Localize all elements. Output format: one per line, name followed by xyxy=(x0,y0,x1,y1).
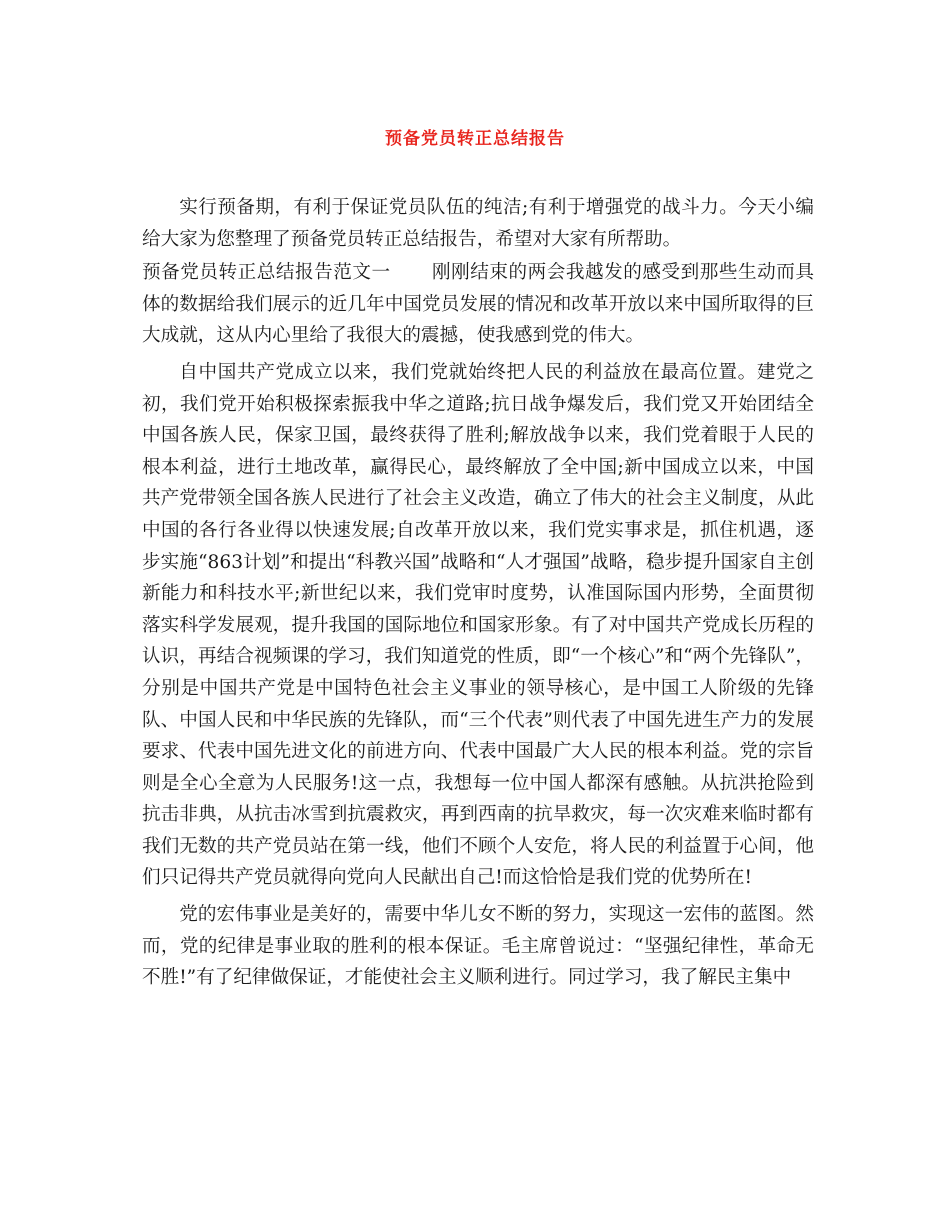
sample-paragraph xyxy=(142,257,814,352)
discipline-paragraph: 党的宏伟事业是美好的，需要中华儿女不断的努力，实现这一宏伟的蓝图。然而，党的纪律是事业取的胜利的根本保证。毛主席曾说过：“坚强纪律性，革命无不胜!”有了纪律做保证，才能使社会主义顺利进行。同过学习，我了解民主集中 xyxy=(142,904,814,989)
document-body xyxy=(142,192,814,994)
sample-opening-text: 刚刚结束的两会我越发的感受到那些生动而具体的数据给我们展示的近几年中国党员发展的情况和改革开放以来中国所取得的巨大成就，这从内心里给了我很大的震撼，使我感到党的伟大。 xyxy=(142,262,814,347)
sample-heading: 预备党员转正总结报告范文一 xyxy=(142,262,391,284)
history-paragraph: 自中国共产党成立以来，我们党就始终把人民的利益放在最高位置。建党之初，我们党开始积极探索振我中华之道路;抗日战争爆发后，我们党又开始团结全中国各族人民，保家卫国，最终获得了胜利;解放战争以来，我们党着眼于人民的根本利益，进行土地改革，赢得民心，最终解放了全中国;新中国成立以来，中国共产党带领全国各族人民进行了社会主义改造，确立了伟大的社会主义制度，从此中国的各行各业得以快速发展;自改革开放以来，我们党实事求是，抓住机遇，逐步实施“863计划”和提出“科教兴国”战略和“人才强国”战略，稳步提升国家自主创新能力和科技水平;新世纪以来，我们党审时度势，认准国际国内形势，全面贯彻落实科学发展观，提升我国的国际地位和国家形象。有了对中国共产党成长历程的认识，再结合视频课的学习，我们知道党的性质，即“一个核心”和“两个先锋队”，分别是中国共产党是中国特色社会主义事业的领导核心，是中国工人阶级的先锋队、中国人民和中华民族的先锋队，而“三个代表”则代表了中国先进生产力的发展要求、代表中国先进文化的前进方向、代表中国最广大人民的根本利益。党的宗旨则是全心全意为人民服务!这一点，我想每一位中国人都深有感触。从抗洪抢险到抗击非典，从抗击冰雪到抗震救灾，再到西南的抗旱救灾，每一次灾难来临时都有我们无数的共产党员站在第一线，他们不顾个人安危，将人民的利益置于心间，他们只记得共产党员就得向党向人民献出自己!而这恰恰是我们党的优势所在! xyxy=(142,361,814,889)
intro-paragraph: 实行预备期，有利于保证党员队伍的纯洁;有利于增强党的战斗力。今天小编给大家为您整理了预备党员转正总结报告，希望对大家有所帮助。 xyxy=(142,197,814,250)
document-title: 预备党员转正总结报告 xyxy=(385,129,565,149)
